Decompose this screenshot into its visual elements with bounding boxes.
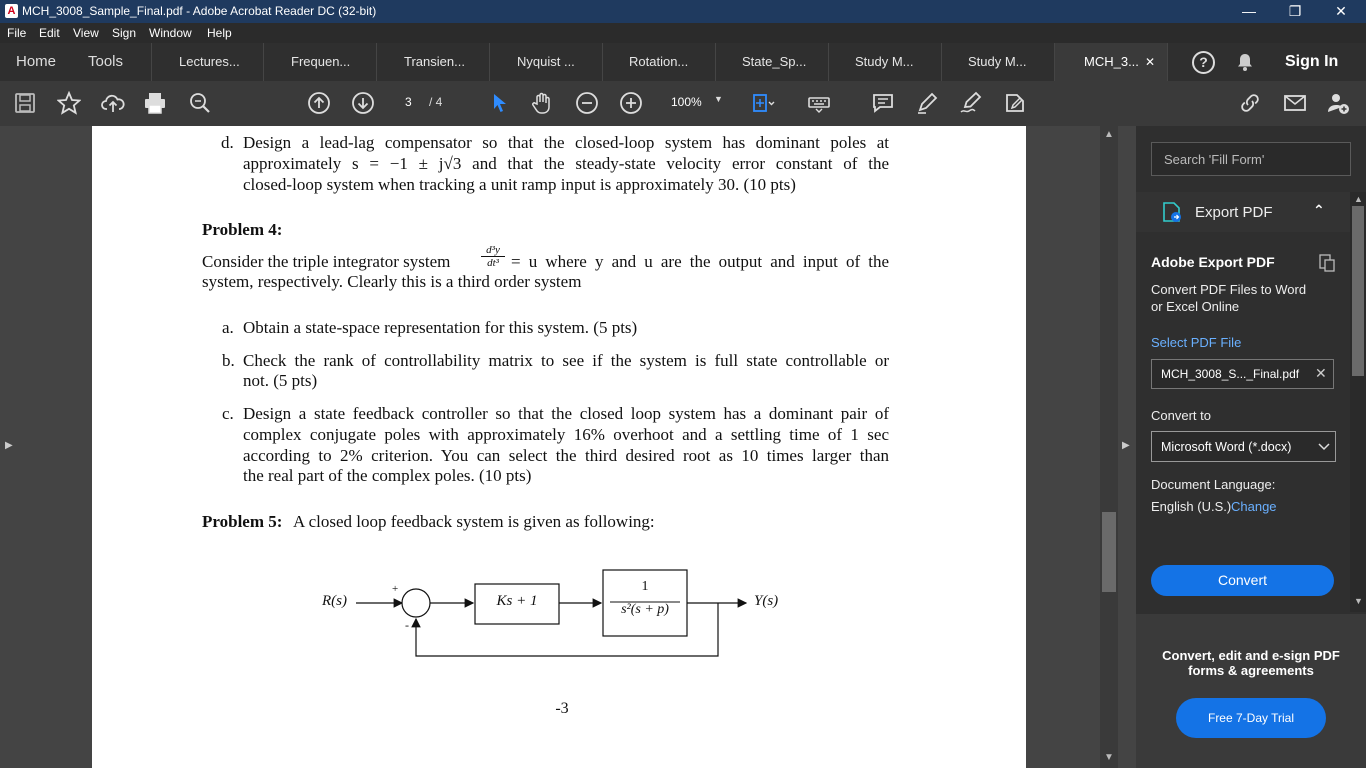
- search-tools-input[interactable]: Search 'Fill Form': [1151, 142, 1351, 176]
- sign-pen-icon[interactable]: [959, 91, 983, 115]
- selected-file-name: MCH_3008_S..._Final.pdf: [1161, 367, 1300, 381]
- panel-scroll-down-icon[interactable]: ▼: [1354, 596, 1363, 606]
- hand-tool-icon[interactable]: [530, 91, 554, 115]
- doc-tab-label: Transien...: [404, 54, 465, 69]
- home-tab[interactable]: Home: [16, 53, 57, 70]
- zoom-out-icon[interactable]: [575, 91, 599, 115]
- p4-line-1b: = u where y and u are the output and input of the: [511, 252, 889, 271]
- scroll-down-icon[interactable]: ▼: [1104, 752, 1114, 763]
- doc-tab-label: State_Sp...: [742, 54, 807, 69]
- doc-tab-label: Lectures...: [179, 54, 240, 69]
- p4-c-line-3: according to 2% criterion. You can select the third desired root as 10 times larger than: [243, 446, 889, 465]
- scroll-up-icon[interactable]: ▲: [1104, 129, 1114, 140]
- minus-sign: -: [405, 618, 409, 632]
- doc-tab-study-2[interactable]: [942, 43, 1055, 81]
- right-tools-panel: [1136, 126, 1366, 768]
- convert-to-label: Convert to: [1151, 408, 1211, 423]
- fit-page-icon[interactable]: [751, 91, 775, 115]
- p4-line-2: system, respectively. Clearly this is a third order system: [202, 272, 582, 291]
- collapse-right-panel-icon[interactable]: ▶: [1122, 440, 1130, 451]
- p4-b-line-2: not. (5 pts): [243, 371, 318, 390]
- sign-in-button[interactable]: Sign In: [1285, 53, 1339, 70]
- upload-cloud-icon[interactable]: [101, 91, 125, 115]
- highlight-pen-icon[interactable]: [915, 91, 939, 115]
- menu-file[interactable]: File: [7, 26, 27, 40]
- page-number: -3: [555, 700, 569, 717]
- p4-b-line-1: Check the rank of controllability matrix to see if the system is full state controllable or: [243, 351, 889, 370]
- item-d-line-1: Design a lead-lag compensator so that the closed-loop system has dominant poles at: [243, 133, 889, 152]
- p4-c-label: c.: [222, 404, 234, 423]
- scrollbar-thumb[interactable]: [1102, 512, 1116, 592]
- promo-line-2: forms & agreements: [1188, 663, 1314, 678]
- promo-line-1: Convert, edit and e-sign PDF: [1162, 648, 1340, 663]
- p4-line-1a: Consider the triple integrator system: [202, 252, 451, 271]
- export-desc-line-2: or Excel Online: [1151, 299, 1240, 314]
- document-language-label: Document Language:: [1151, 477, 1276, 492]
- plant-denominator: s²(s + p): [621, 602, 669, 617]
- p4-c-line-1: Design a state feedback controller so that the closed loop system has a dominant pair of: [243, 404, 889, 423]
- remove-file-icon[interactable]: ✕: [1315, 365, 1327, 381]
- p4-frac-num: d³y: [481, 244, 505, 257]
- promo-section: [1136, 614, 1366, 768]
- pdf-page: [92, 126, 1026, 768]
- window-title: MCH_3008_Sample_Final.pdf - Adobe Acrobat Reader DC (32-bit): [22, 4, 377, 18]
- next-page-icon[interactable]: [351, 91, 375, 115]
- controller-transfer-function: Ks + 1: [496, 593, 538, 609]
- p4-a-text: Obtain a state-space representation for this system. (5 pts): [243, 318, 638, 337]
- export-desc-line-1: Convert PDF Files to Word: [1151, 282, 1307, 297]
- share-link-icon[interactable]: [1238, 91, 1262, 115]
- expand-left-panel-icon[interactable]: ▶: [5, 440, 13, 451]
- doc-tab-label: MCH_3...: [1084, 54, 1139, 69]
- convert-button[interactable]: Convert: [1151, 565, 1334, 596]
- restore-button[interactable]: ❐: [1288, 3, 1302, 19]
- p4-frac-den: dt³: [487, 257, 499, 269]
- tab-bar: [0, 43, 1366, 81]
- close-window-button[interactable]: ✕: [1335, 3, 1347, 19]
- tools-tab[interactable]: Tools: [88, 53, 124, 70]
- doc-tab-state-space[interactable]: [716, 43, 829, 81]
- p4-c-line-4: the real part of the complex poles. (10 pts): [243, 466, 532, 485]
- export-pdf-icon: [1161, 201, 1183, 223]
- format-selected-value: Microsoft Word (*.docx): [1161, 440, 1292, 454]
- p4-b-label: b.: [222, 351, 235, 370]
- doc-tab-label: Study M...: [855, 54, 914, 69]
- select-cursor-icon[interactable]: [488, 91, 512, 115]
- free-trial-button[interactable]: Free 7-Day Trial: [1176, 698, 1326, 738]
- problem-4-heading: Problem 4:: [202, 220, 283, 239]
- format-select[interactable]: [1151, 431, 1336, 462]
- email-icon[interactable]: [1283, 91, 1307, 115]
- export-pdf-header[interactable]: [1136, 192, 1366, 232]
- doc-tab-frequency[interactable]: [264, 43, 377, 81]
- fill-sign-icon[interactable]: [1003, 91, 1027, 115]
- doc-tab-label: Frequen...: [291, 54, 351, 69]
- doc-tab-nyquist[interactable]: [490, 43, 603, 81]
- save-icon[interactable]: [13, 91, 37, 115]
- bookmark-star-icon[interactable]: [57, 91, 81, 115]
- acrobat-logo-icon: A: [5, 4, 18, 18]
- block-diagram: [292, 566, 812, 666]
- doc-tab-lectures[interactable]: [151, 43, 264, 81]
- menu-view[interactable]: View: [73, 26, 99, 40]
- item-d-line-3: closed-loop system when tracking a unit ramp input is approximately 30. (10 pts): [243, 175, 796, 194]
- export-format-icon: [1318, 254, 1336, 272]
- doc-tab-rotation[interactable]: [603, 43, 716, 81]
- page-total: / 4: [429, 95, 443, 109]
- page-number-input[interactable]: 3: [405, 95, 412, 109]
- keyboard-icon[interactable]: [807, 91, 831, 115]
- close-tab-icon[interactable]: ✕: [1144, 55, 1155, 69]
- document-scrollbar[interactable]: [1100, 126, 1118, 768]
- panel-scrollbar[interactable]: [1350, 192, 1366, 612]
- doc-tab-transient[interactable]: [377, 43, 490, 81]
- menu-bar: [0, 23, 1366, 43]
- p5-text: A closed loop feedback system is given as following:: [293, 512, 655, 531]
- collapse-chevron-icon[interactable]: ⌃: [1313, 202, 1325, 218]
- p4-a-label: a.: [222, 318, 234, 337]
- select-pdf-file-link[interactable]: Select PDF File: [1151, 335, 1242, 350]
- p4-c-line-2: complex conjugate poles with approximately 16% overhoot and a settling time of 1 sec: [243, 425, 889, 444]
- item-d-line-2: approximately s = −1 ± j√3 and that the steady-state velocity error constant of the: [243, 154, 889, 173]
- selected-file-box[interactable]: [1151, 359, 1334, 389]
- zoom-search-icon[interactable]: [188, 91, 212, 115]
- plant-numerator: 1: [641, 579, 649, 594]
- p4-fraction: [481, 244, 505, 269]
- doc-tab-study-1[interactable]: [829, 43, 942, 81]
- chevron-down-icon: [1318, 442, 1330, 452]
- plus-sign: +: [392, 583, 399, 595]
- menu-window[interactable]: Window: [149, 26, 192, 40]
- export-pdf-title: Export PDF: [1195, 204, 1273, 221]
- bell-icon[interactable]: [1235, 52, 1255, 72]
- doc-tab-label: Study M...: [968, 54, 1027, 69]
- print-icon[interactable]: [143, 91, 167, 115]
- menu-help[interactable]: Help: [207, 26, 232, 40]
- output-label: Y(s): [754, 593, 779, 609]
- panel-scroll-up-icon[interactable]: ▲: [1354, 194, 1363, 204]
- toolbar: [0, 81, 1366, 126]
- panel-scrollbar-thumb[interactable]: [1352, 206, 1364, 376]
- previous-page-icon[interactable]: [307, 91, 331, 115]
- doc-tab-label: Nyquist ...: [517, 54, 575, 69]
- input-label: R(s): [322, 593, 347, 609]
- change-language-link[interactable]: Change: [1231, 499, 1277, 514]
- menu-edit[interactable]: Edit: [39, 26, 60, 40]
- adobe-export-heading: Adobe Export PDF: [1151, 254, 1275, 270]
- zoom-dropdown-icon[interactable]: ▼: [714, 94, 723, 104]
- help-icon[interactable]: ?: [1192, 51, 1215, 74]
- add-person-icon[interactable]: [1326, 91, 1350, 115]
- title-bar: [0, 0, 1366, 23]
- minimize-button[interactable]: —: [1242, 3, 1256, 19]
- item-d-label: d.: [221, 133, 234, 152]
- language-value: English (U.S.): [1151, 499, 1232, 514]
- zoom-in-icon[interactable]: [619, 91, 643, 115]
- menu-sign[interactable]: Sign: [112, 26, 137, 40]
- summing-junction: [402, 589, 430, 617]
- doc-tab-label: Rotation...: [629, 54, 689, 69]
- zoom-level-select[interactable]: 100%: [671, 95, 702, 109]
- problem-5-heading: Problem 5:: [202, 512, 283, 531]
- doc-tab-mch3008[interactable]: [1055, 43, 1168, 81]
- comment-icon[interactable]: [871, 91, 895, 115]
